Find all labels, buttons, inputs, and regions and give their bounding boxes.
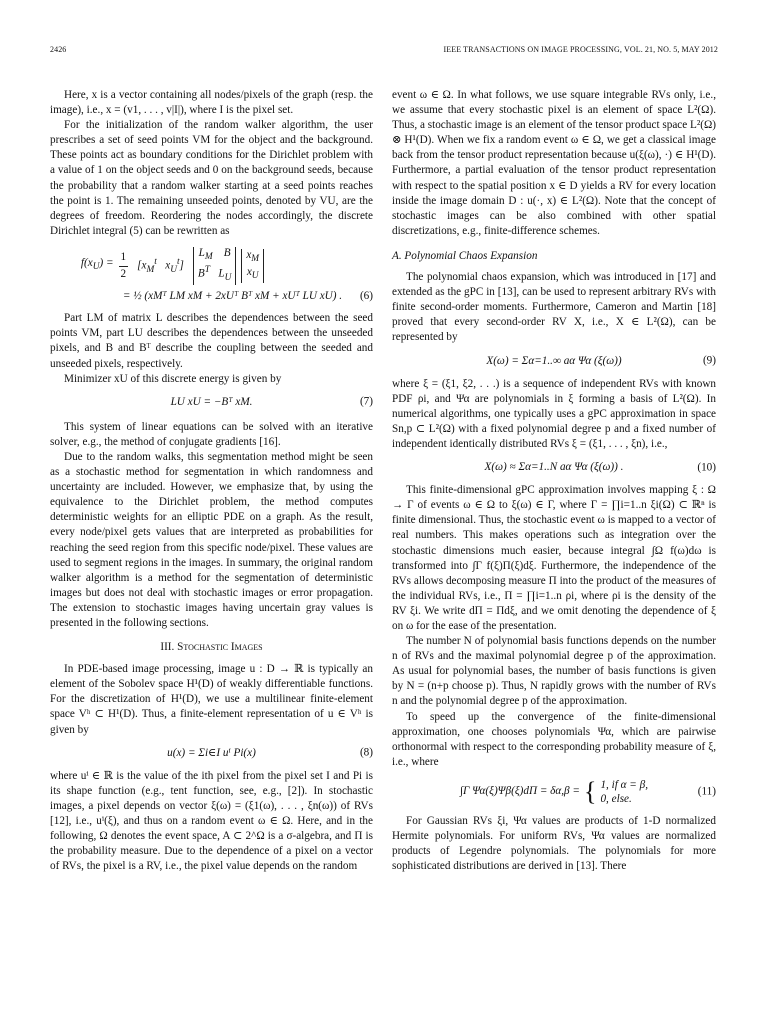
paragraph: In PDE-based image processing, image u : D → ℝ is typically an element of the Sobolev space H¹(D) of weakly differentiable functions. For the discretization of H¹(D), we use a multilinear finite-element space Vʰ ⊂ H¹(D). Thus, a finite-element representation of u ∈ Vʰ is given by [50,663,373,736]
equation-8 [50,746,373,761]
equation-11-case1: 1, if α = β, [600,778,649,791]
equation-number: (10) [697,461,716,474]
equation-number: (7) [359,395,373,408]
equation-9-body: X(ω) = Σα=1..∞ aα Ψα (ξ(ω)) [486,354,622,367]
equation-10 [392,460,716,475]
equation-11-case2: 0, else. [600,792,632,805]
right-column [392,88,716,874]
equation-6: $f(x_U)$ = $\frac{1}{2}$ [$x_M^t$ $x_U^t$] $L_M$ B $B^T$ $L_U$ $x_M$ $x_U$ = ½ (xMᵀ LM xM + 2xUᵀ Bᵀ xM + xUᵀ LU xU) . (6) [50,247,373,304]
paragraph: This system of linear equations can be solved with an iterative solver, e.g., the method of conjugate gradients [16]. [50,420,373,448]
equation-number: (6) [359,290,373,303]
equation-11: ∫Γ Ψα(ξ)Ψβ(ξ)dΠ = δα,β = { 1, if α = β, 0, else. (11) [459,776,716,806]
equation-8-body: u(x) = Σi∈I uⁱ Pi(x) [167,746,256,759]
section-heading: III. Stochastic Images [160,641,263,654]
paragraph: Due to the random walks, this segmentation method might be seen as a stochastic method for segmentation in which randomness and uncertainty are included. However, we emphasize that, by using the equivalence to the Dirichlet problem, the method computes deterministic weights for an elliptic PDE on a graph. As the result, every node/pixel gets values that are interpreted as probabilities for reaching the seed region from this specific node/pixel. These values are used to segment regions in the images. In summary, the original random walker algorithm is a method for the segmentation of deterministic images but does not deal with stochastic images or error propagation. The extension to stochastic images having uncertain gray values is presented in the following sections. [50,450,373,630]
equation-10-body: X(ω) ≈ Σα=1..N aα Ψα (ξ(ω)) . [484,461,624,474]
paragraph: Here, x is a vector containing all nodes/pixels of the graph (resp. the image), i.e., x = (v1, . . . , v|I|), where I is the pixel set. [50,89,373,117]
subsection-heading: A. Polynomial Chaos Expansion [392,249,538,262]
equation-number: (11) [697,785,716,798]
left-column [50,88,373,874]
paragraph: For Gaussian RVs ξi, Ψα values are products of 1-D normalized Hermite polynomials. For uniform RVs, Ψα values are normalized products of Legendre polynomials. The polynomials for more sophisticated distributions are derived in [13]. There [392,814,716,873]
running-header [50,45,718,59]
paragraph: For the initialization of the random walker algorithm, the user prescribes a set of seed points VM for the object and the background. These points act as boundary conditions for the Dirichlet problem with a value of 1 on the object seeds and 0 on the background seeds, because the probability that a random walker starting at a seed points reaches the point is 1. The remaining unseeded points, denoted by VU, are the degrees of freedom. Reordering the nodes accordingly, the discrete Dirichlet integral (5) can be rewritten as [50,119,373,237]
paragraph: Part LM of matrix L describes the dependences between the seed points VM, part LU describes the dependences between the unseeded pixels, and B and Bᵀ describe the coupling between the seeded and unseeded pixels, respectively. [50,312,373,370]
equation-9 [392,354,716,369]
page-number: 2426 [50,45,67,54]
equation-11-lhs: ∫Γ Ψα(ξ)Ψβ(ξ)dΠ = δα,β = [459,785,580,798]
paragraph: event ω ∈ Ω. In what follows, we use square integrable RVs only, i.e., we assume that every stochastic pixel is an element of space L²(Ω). Thus, a stochastic image is an element of the tensor product space L²(Ω) ⊗ H¹(D). When we fix a random event ω ∈ Ω, we get a classical image back from the tensor product representation because u(ξ(ω), ·) ∈ H¹(D). Furthermore, a partial evaluation of the tensor product representation with respect to the spatial position x ∈ D yields a RV for every location inside the image domain D : u(·, x) ∈ L²(Ω). Note that the concept of stochastic images can be also combined with other spatial discretizations, e.g., finite-difference schemes. [392,89,716,237]
paragraph: where uⁱ ∈ ℝ is the value of the ith pixel from the pixel set I and Pi is its shape function (e.g., tent function, see, e.g., [2]). In stochastic images, a pixel depends on vector ξ(ω) = (ξ1(ω), . . . , ξn(ω)) of RVs [12], i.e., uⁱ(ξ), and thus on a random event ω ∈ Ω. Here, and in the following, Ω denotes the event space, A ⊂ 2^Ω is a σ-algebra, and Π is the probability measure. Due to the dependence of a pixel on a vector of RVs, the pixel is a RV, i.e., the pixel value depends on the random [50,769,373,873]
paragraph: Minimizer xU of this discrete energy is given by [64,372,282,385]
equation-number: (8) [359,746,373,759]
equation-number: (9) [702,354,716,367]
paragraph: The polynomial chaos expansion, which was introduced in [17] and extended as the gPC in [13], can be used to represent arbitrary RVs with finite second-order moments. Furthermore, Cameron and Martin [18] proved that every second-order RV X, i.e., X ∈ L²(Ω), can be represented by [392,271,716,344]
paragraph: This finite-dimensional gPC approximation involves mapping ξ : Ω → Γ of events ω ∈ Ω to ξ(ω) ∈ Γ, where Γ = ∏i=1..n ξi(Ω) ⊂ ℝⁿ is finite dimensional. Thus, the stochastic event ω is mapped to a vector of real numbers. This makes operations such as integration over the stochastic dimensions much easier, because integral ∫Ω f(ω)dω is transformed into ∫Γ f(ξ)Π(ξ)dξ. Furthermore, the independence of the RVs allows decomposing measure Π into the product of the measures of the individual RVs, i.e., Π = ∏i=1..n ρi, where ρi is the density of the RV ξi. We write dΠ = Πdξ, and we omit denoting the dependence of ξ on ω for the ease of the presentation. [392,484,716,632]
equation-6-line2: = ½ (xMᵀ LM xM + 2xUᵀ Bᵀ xM + xUᵀ LU xU) . [122,290,343,303]
journal-title: IEEE TRANSACTIONS ON IMAGE PROCESSING, VOL. 21, NO. 5, MAY 2012 [443,45,718,54]
equation-7-body: LU xU = −Bᵀ xM. [170,395,253,408]
equation-7 [50,395,373,410]
paragraph: To speed up the convergence of the finite-dimensional approximation, one chooses polynomials Ψα, which are pairwise orthonormal with respect to the corresponding probability measure of ξ, i.e., where [392,710,716,768]
paragraph: where ξ = (ξ1, ξ2, . . .) is a sequence of independent RVs with known PDF ρi, and Ψα are polynomials in ξ forming a basis of L²(Ω). In numerical algorithms, one typically uses a gPC approximation in space Sn,p ⊂ L²(Ω) with a fixed polynomial degree p and a fixed number of independent identically distributed RVs ξ = (ξ1, . . . , ξn), i.e., [392,377,716,450]
paragraph: The number N of polynomial basis functions depends on the number n of RVs and the maximal polynomial degree p of the approximation. As usual for polynomial bases, the number of basis functions is given by N = (n+p choose p). Thus, N rapidly grows with the number of RVs n and the polynomial degree p of the approximation. [392,635,716,708]
